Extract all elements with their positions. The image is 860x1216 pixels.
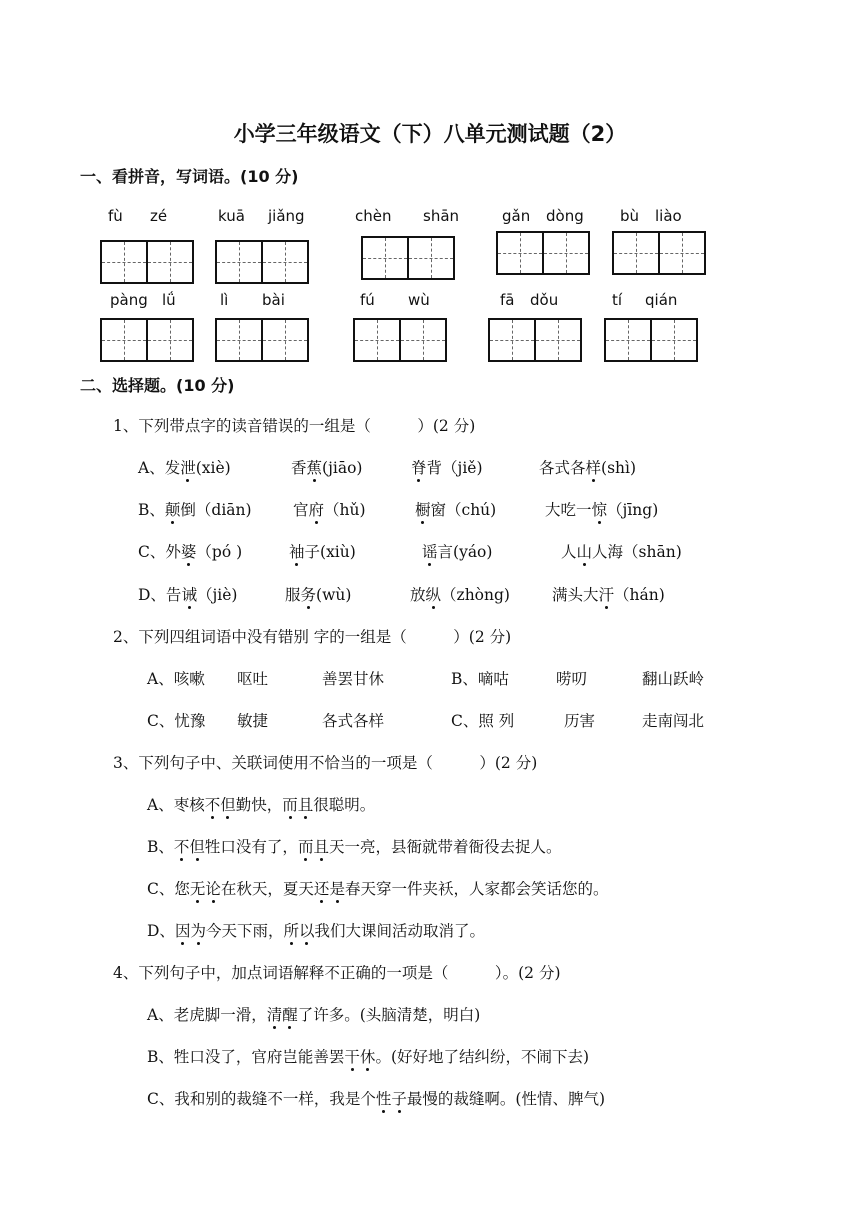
writing-grid[interactable] bbox=[100, 318, 194, 362]
pinyin: gǎn bbox=[502, 207, 531, 225]
writing-grid[interactable] bbox=[612, 231, 706, 275]
writing-grid[interactable] bbox=[604, 318, 698, 362]
option-word: 呕吐 bbox=[237, 670, 269, 688]
pinyin: shān bbox=[423, 207, 460, 225]
dotted-char: 汗 bbox=[599, 583, 615, 605]
option-word: 敏捷 bbox=[237, 712, 269, 730]
dotted-char: 婆 bbox=[181, 540, 197, 562]
section2-heading: 二、选择题。(10 分) bbox=[80, 376, 235, 395]
dotted-char: 山 bbox=[577, 540, 593, 562]
pinyin: fú bbox=[360, 291, 375, 309]
q3-option-c[interactable]: C、您无论在秋天，夏天还是春天穿一件夹袄，人家都会笑话您的。 bbox=[147, 877, 608, 899]
pinyin: lǘ bbox=[162, 291, 176, 309]
pinyin: wù bbox=[408, 291, 430, 309]
option-word: C、照 列 bbox=[451, 712, 515, 730]
option-word: 善罢甘休 bbox=[322, 670, 385, 688]
dotted-char: 脊 bbox=[411, 456, 427, 478]
pinyin: bài bbox=[262, 291, 285, 309]
dotted-char: 橱 bbox=[415, 498, 431, 520]
dotted-char: 谣 bbox=[422, 540, 438, 562]
dotted-char: 府 bbox=[309, 498, 325, 520]
question-2-stem: 2、下列四组词语中没有错别 字的一组是（ ）(2 分) bbox=[113, 628, 512, 646]
pinyin: jiǎng bbox=[268, 207, 305, 225]
q3-option-b[interactable]: B、不但牲口没有了，而且天一亮，县衙就带着衙役去捉人。 bbox=[147, 835, 561, 857]
pinyin: dǒu bbox=[530, 291, 559, 309]
option-word: 唠叨 bbox=[556, 670, 588, 688]
dotted-char: 泄 bbox=[180, 456, 196, 478]
pinyin: qián bbox=[645, 291, 678, 309]
pinyin: bù bbox=[620, 207, 640, 225]
dotted-char: 蕉 bbox=[307, 456, 323, 478]
q4-option-b[interactable]: B、牲口没了，官府岂能善罢干休。(好好地了结纠纷，不闹下去) bbox=[147, 1045, 589, 1067]
page-title: 小学三年级语文（下）八单元测试题（2） bbox=[233, 122, 627, 146]
q3-option-d[interactable]: D、因为今天下雨，所以我们大课间活动取消了。 bbox=[147, 919, 485, 941]
dotted-char: 纵 bbox=[426, 583, 442, 605]
pinyin: zé bbox=[150, 207, 168, 225]
dotted-char: 颠 bbox=[165, 498, 181, 520]
option-word: 翻山跃岭 bbox=[642, 670, 705, 688]
pinyin: kuā bbox=[218, 207, 245, 225]
writing-grid[interactable] bbox=[488, 318, 582, 362]
option-word: A、咳嗽 bbox=[147, 670, 205, 688]
pinyin: fù bbox=[108, 207, 123, 225]
writing-grid[interactable] bbox=[361, 236, 455, 280]
option-word: B、嘀咕 bbox=[451, 670, 509, 688]
pinyin: pàng bbox=[110, 291, 148, 309]
option-word: 走南闯北 bbox=[642, 712, 705, 730]
pinyin: chèn bbox=[355, 207, 392, 225]
dotted-char: 样 bbox=[586, 456, 602, 478]
question-1-stem: 1、下列带点字的读音错误的一组是（ ）(2 分) bbox=[113, 417, 476, 435]
writing-grid[interactable] bbox=[215, 240, 309, 284]
pinyin: tí bbox=[612, 291, 623, 309]
option-word: 各式各样 bbox=[322, 712, 385, 730]
pinyin: lì bbox=[220, 291, 229, 309]
question-3-stem: 3、下列句子中、关联词使用不恰当的一项是（ ）(2 分) bbox=[113, 754, 538, 772]
q3-option-a[interactable]: A、枣核不但勤快，而且很聪明。 bbox=[147, 793, 375, 815]
writing-grid[interactable] bbox=[100, 240, 194, 284]
section1-heading: 一、看拼音，写词语。(10 分) bbox=[80, 167, 299, 186]
dotted-char: 袖 bbox=[289, 540, 305, 562]
dotted-char: 务 bbox=[301, 583, 317, 605]
pinyin: liào bbox=[655, 207, 682, 225]
question-4-stem: 4、下列句子中，加点词语解释不正确的一项是（ ）。(2 分) bbox=[113, 964, 561, 982]
writing-grid[interactable] bbox=[353, 318, 447, 362]
q4-option-c[interactable]: C、我和别的裁缝不一样，我是个性子最慢的裁缝啊。(性情、脾气) bbox=[147, 1087, 605, 1109]
pinyin: dòng bbox=[546, 207, 584, 225]
dotted-char: 诫 bbox=[181, 583, 197, 605]
dotted-char: 惊 bbox=[592, 498, 608, 520]
option-word: 历害 bbox=[564, 712, 596, 730]
q4-option-a[interactable]: A、老虎脚一滑，清醒了许多。(头脑清楚，明白) bbox=[147, 1003, 480, 1025]
pinyin: fā bbox=[500, 291, 515, 309]
writing-grid[interactable] bbox=[215, 318, 309, 362]
option-word: C、忧豫 bbox=[147, 712, 206, 730]
writing-grid[interactable] bbox=[496, 231, 590, 275]
